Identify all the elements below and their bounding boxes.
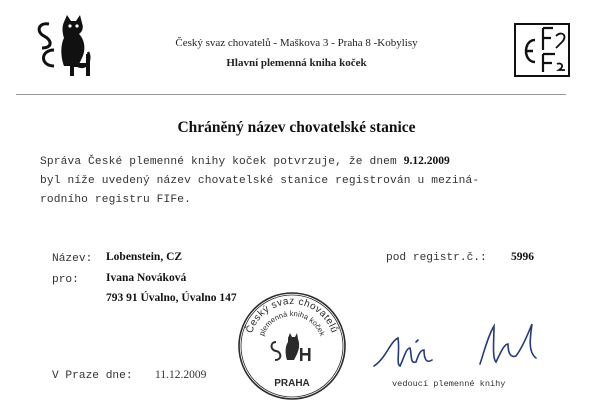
owner-label: pro: — [52, 274, 79, 286]
org-address-line: Český svaz chovatelů - Maškova 3 - Praha 8 -Kobylisy — [175, 37, 418, 49]
official-stamp — [236, 290, 348, 402]
stamp-outer-text: Český svaz chovatelů — [244, 295, 340, 335]
stamp-logo-icon — [272, 333, 311, 361]
document-title: Chráněný název chovatelské stanice — [177, 119, 416, 136]
stamp-inner-text: plemenná kniha koček — [257, 308, 327, 338]
place-date-value: 11.12.2009 — [155, 369, 207, 381]
registration-date: 9.12.2009 — [403, 155, 450, 167]
place-date-label: V Praze dne: — [52, 370, 133, 382]
stamp-city: PRAHA — [274, 378, 310, 389]
body-line-1 — [40, 155, 450, 168]
fife-logo-icon — [513, 22, 571, 78]
header-divider — [16, 94, 566, 95]
registration-number: 5996 — [511, 251, 534, 263]
body-line-2: byl níže uvedený název chovatelské stanice registrován u meziná- — [40, 175, 480, 187]
signature-icon — [370, 318, 560, 374]
name-label: Název: — [52, 253, 93, 265]
body-line-3: rodního registru FIFe. — [40, 194, 191, 206]
signature-caption: vedoucí plemenné knihy — [392, 379, 506, 389]
owner-address: 793 91 Úvalno, Úvalno 147 — [106, 292, 237, 304]
cattery-name: Lobenstein, CZ — [106, 251, 183, 263]
body-line-1-text: Správa České plemenné knihy koček potvrzuje, že dnem — [40, 156, 404, 168]
owner-name: Ivana Nováková — [106, 272, 187, 284]
org-subtitle: Hlavní plemenná kniha koček — [226, 57, 367, 69]
registration-number-label: pod registr.č.: — [386, 252, 487, 264]
